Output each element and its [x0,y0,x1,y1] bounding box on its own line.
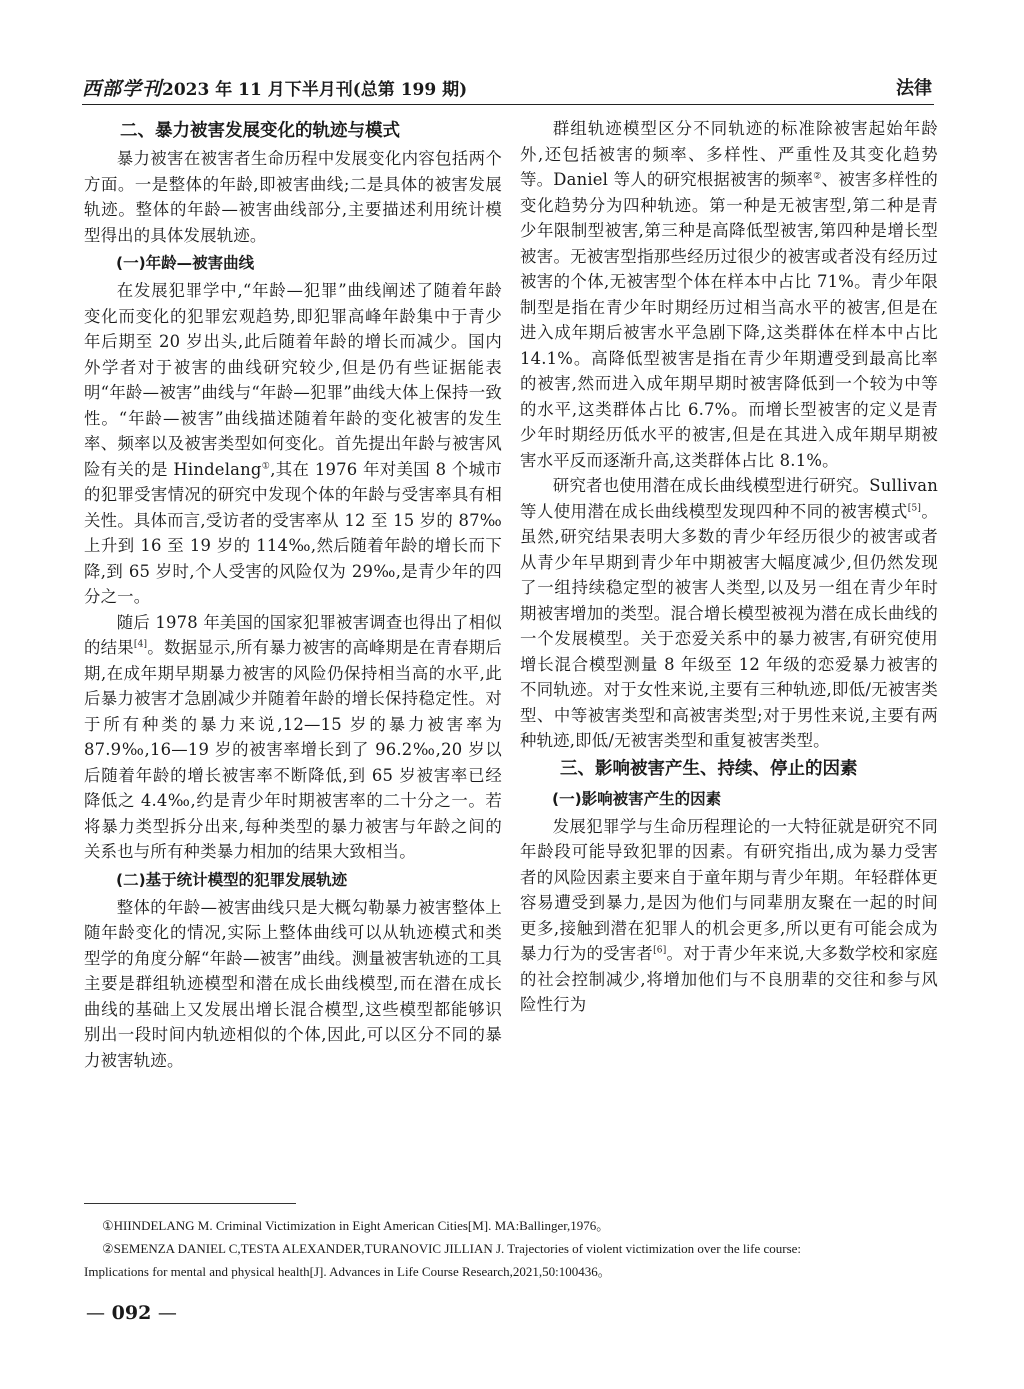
paragraph-text: 在发展犯罪学中,“年龄—犯罪”曲线阐述了随着年龄变化而变化的犯罪宏观趋势,即犯罪高峰年龄集中于青少年后期至 20 岁出头,此后随着年龄的增长而减少。国内外学者对于被害的曲线研究较少,但是仍有些证据能表明“年龄—被害”曲线与“年龄—犯罪”曲线大体上保持一致性。“年龄—被害”曲线描述随着年龄的变化被害的发生率、频率以及被害类型如何变化。首先提出年龄与被害风险有关的是 Hindelang [84,281,502,479]
paragraph-text: ,其在 1976 年对美国 8 个城市的犯罪受害情况的研究中发现个体的年龄与受害率具有相关性。具体而言,受访者的受害率从 12 至 15 岁的 87‰上升到 16 至 19 岁的 114‰,然后随着年龄的增长而下降,到 65 岁时,个人受害的风险仅为 29‰,是青少年的四分之一。 [84,459,502,606]
section-heading-2: 二、暴力被害发展变化的轨迹与模式 [120,121,400,141]
paragraph: 暴力被害在被害者生命历程中发展变化内容包括两个方面。一是整体的年龄,即被害曲线;二是具体的被害发展轨迹。整体的年龄—被害曲线部分,主要描述利用统计模型得出的具体发展轨迹。 [84,149,502,245]
subsection-heading-1: (一)年龄—被害曲线 [116,254,255,272]
footnotes [84,1214,940,1283]
paragraph [84,610,502,865]
footnote-2-continued: Implications for mental and physical health[J]. Advances in Life Course Research,2021,50:100436。 [84,1264,611,1279]
paragraph [520,814,938,1018]
paragraph-text: 发展犯罪学与生命历程理论的一大特征就是研究不同年龄段可能导致犯罪的因素。有研究指出,成为暴力受害者的风险因素主要来自于童年期与青少年期。年轻群体更容易遭受到暴力,是因为他们与同辈朋友聚在一起的时间更多,接触到潜在犯罪人的机会更多,所以更有可能会成为暴力行为的受害者 [520,816,938,963]
page-dash-left: — [86,1302,105,1324]
paragraph [520,473,938,754]
page-header [82,70,934,105]
paragraph-text: 随后 1978 年美国的国家犯罪被害调查也得出了相似的结果 [84,612,502,657]
page-number-footer [86,1302,177,1324]
paragraph-text: 群组轨迹模型区分不同轨迹的标准除被害起始年龄外,还包括被害的频率、多样性、严重性及其变化趋势等。Daniel 等人的研究根据被害的频率 [520,119,938,189]
section-name: 法律 [896,78,932,99]
paragraph: 整体的年龄—被害曲线只是大概勾勒暴力被害整体上随年龄变化的情况,实际上整体曲线可以从轨迹模式和类型学的角度分解“年龄—被害”曲线。测量被害轨迹的工具主要是群组轨迹模型和潜在成长曲线模型,而在潜在成长曲线的基础上又发展出增长混合模型,这些模型都能够识别出一段时间内轨迹相似的个体,因此,可以区分不同的暴力被害轨迹。 [84,897,502,1070]
right-column [520,116,938,1018]
subsection-heading-2: (二)基于统计模型的犯罪发展轨迹 [116,870,348,889]
section-heading-3: 三、影响被害产生、持续、停止的因素 [560,758,858,779]
paragraph-text: 。虽然,研究结果表明大多数的青少年经历很少的被害或者从青少年早期到青少年中期被害大幅度减少,但仍然发现了一组持续稳定型的被害人类型,以及另一组在青少年时期被害增加的类型。混合增长模型被视为潜在成长曲线的一个发展模型。关于恋爱关系中的暴力被害,有研究使用增长混合模型测量 8 年级至 12 年级的恋爱暴力被害的不同轨迹。对于女性来说,主要有三种轨迹,即低/无被害类型、中等被害类型和高被害类型;对于男性来说,主要有两种轨迹,即低/无被害类型和重复被害类型。 [520,501,939,750]
paragraph-text: 、被害多样性的变化趋势分为四种轨迹。第一种是无被害型,第二种是青少年限制型被害,第三种是高降低型被害,第四种是增长型被害。无被害型指那些经历过很少的被害或者没有经历过被害的个体,无被害型个体在样本中占比 71%。青少年限制型是指在青少年时期经历过相当高水平的被害,但是在进入成年期后被害水平急剧下降,这类群体在样本中占比 14.1%。高降低型被害是指在青少年期遭受到最高比率的被害,然而进入成年期早期时被害降低到一个较为中等的水平,这类群体占比 6.7%。而增长型被害的定义是青少年时期经历低水平的被害,但是在其进入成年期早期被害水平反而逐渐升高,这类群体占比 8.1%。 [520,170,938,470]
reference-marker[interactable]: [6] [653,945,667,956]
paragraph-text: 。数据显示,所有暴力被害的高峰期是在青春期后期,在成年期早期暴力被害的风险仍保持相当高的水平,此后暴力被害才急剧减少并随着年龄的增长保持稳定性。对于所有种类的暴力来说,12—15 岁的暴力被害率为 87.9‰,16—19 岁的被害率增长到了 96.2‰,20 岁以后随着年龄的增长被害率不断降低,到 65 岁被害率已经降低之 4.4‰,约是青少年时期被害率的二十分之一。若将暴力类型拆分出来,每种类型的暴力被害与年龄之间的关系也与所有种类暴力相加的结果大致相当。 [84,638,502,861]
page-dash-right: — [157,1302,177,1324]
paragraph-text: 研究者也使用潜在成长曲线模型进行研究。Sullivan 等人使用潜在成长曲线模型发现四种不同的被害模式 [520,476,938,521]
reference-marker[interactable]: [5] [907,503,922,514]
issue-info: 2023 年 11 月下半月刊(总第 199 期) [162,80,468,100]
paragraph-text: 。对于青少年来说,大多数学校和家庭的社会控制减少,将增加他们与不良朋辈的交往和参与风险性行为 [520,944,938,1014]
footnote-marker[interactable]: ② [813,171,822,182]
reference-marker[interactable]: [4] [133,639,148,650]
paragraph [520,116,938,473]
footnote-divider [84,1203,296,1204]
footnote-2: ②SEMENZA DANIEL C,TESTA ALEXANDER,TURANOVIC JILLIAN J. Trajectories of violent victimization over the life course: [102,1241,802,1256]
header-journal-info [82,74,467,101]
subsection-heading-3-1: (一)影响被害产生的因素 [552,789,722,808]
footnote-1: ①HIINDELANG M. Criminal Victimization in Eight American Cities[M]. MA:Ballinger,1976。 [102,1218,610,1233]
paragraph [84,278,502,610]
journal-name: 西部学刊 [82,78,163,100]
left-column [84,116,502,1073]
footnote-marker[interactable]: ① [261,461,271,472]
page-number: 092 [111,1302,152,1324]
